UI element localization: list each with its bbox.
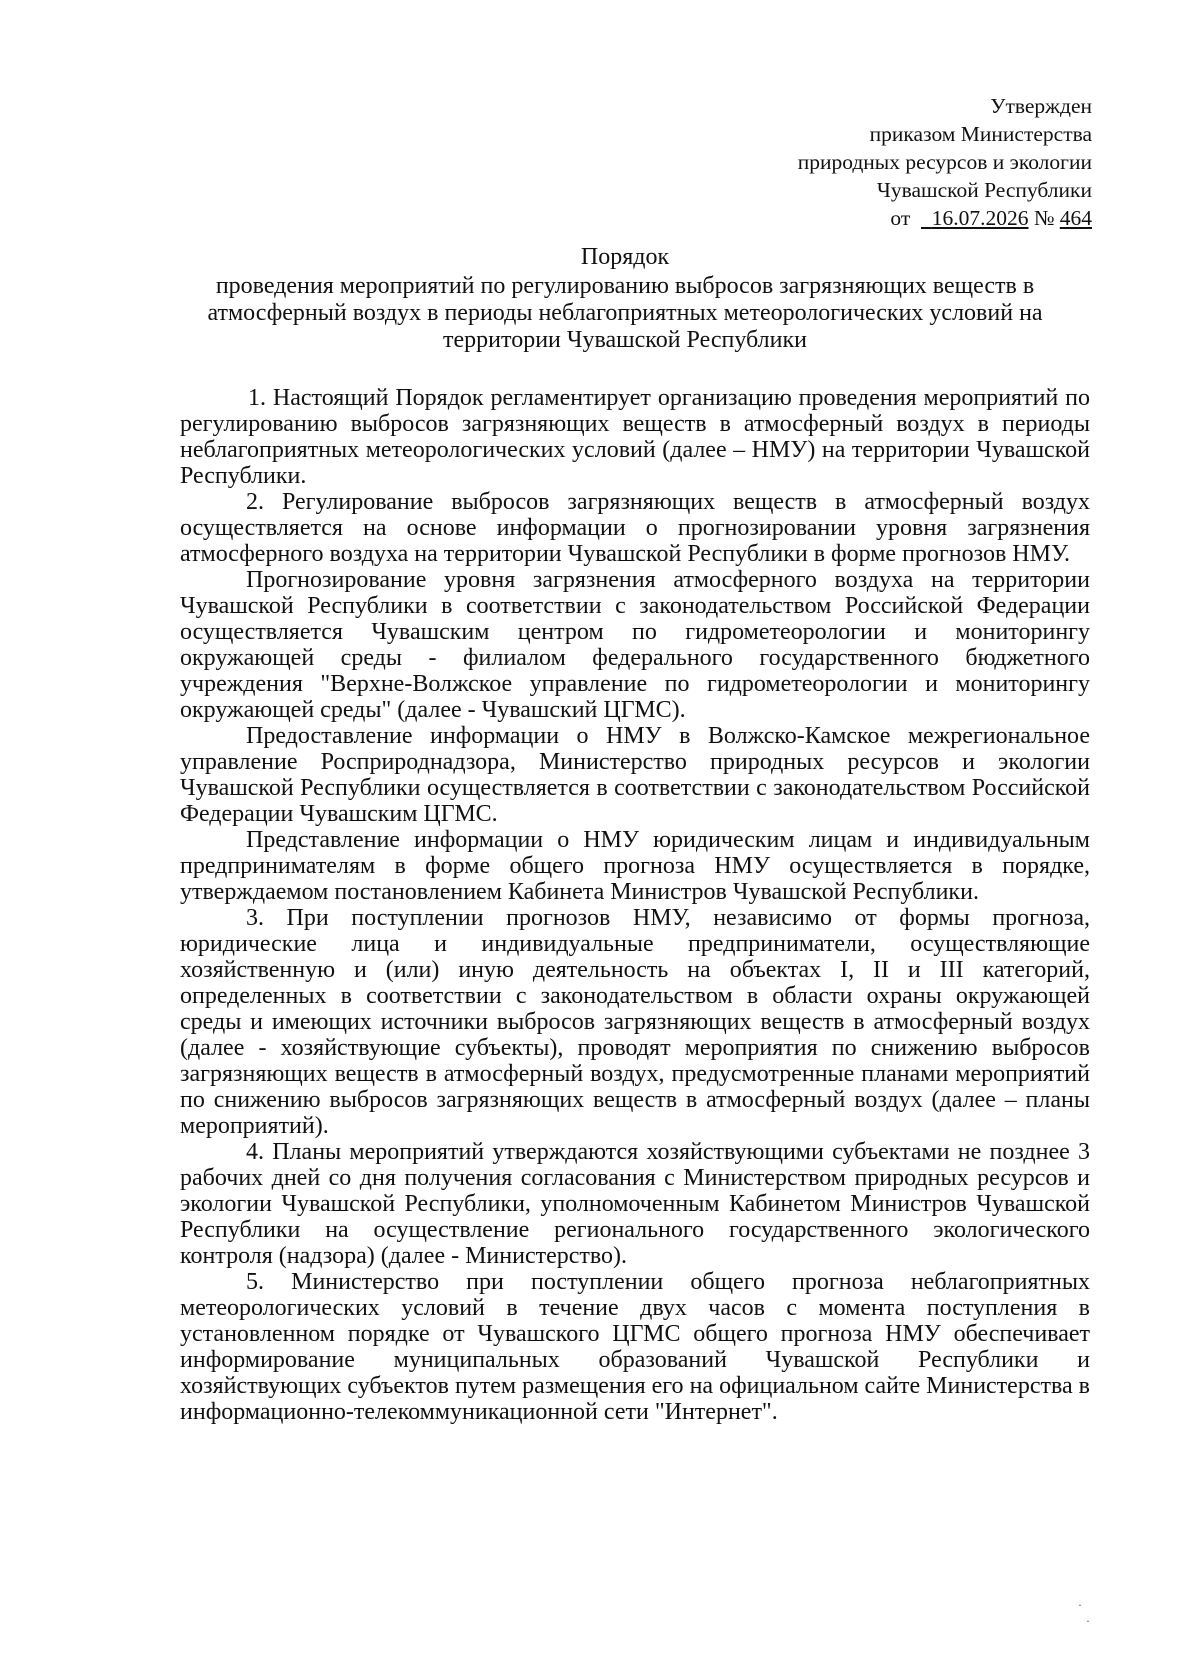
- paragraph-1: 1. Настоящий Порядок регламентирует организацию проведения мероприятий по регулированию выбросов загрязняющих веществ в атмосферный воздух в периоды неблагоприятных метеорологических условий (далее – НМУ) на территории Чувашской Республики.: [180, 385, 1090, 489]
- scan-speck: ·: [1086, 1614, 1090, 1628]
- approval-from-label: от: [890, 206, 911, 230]
- paragraph-5: Представление информации о НМУ юридическим лицам и индивидуальным предпринимателям в форме общего прогноза НМУ осуществляется в порядке, утверждаемом постановлением Кабинета Министров Чувашской Республики.: [180, 827, 1090, 905]
- document-title-block: [150, 244, 1100, 354]
- paragraph-7: 4. Планы мероприятий утверждаются хозяйствующими субъектами не позднее 3 рабочих дней со дня получения согласования с Министерством природных ресурсов и экологии Чувашской Республики, уполномоченным Кабинетом Министров Чувашской Республики на осуществление регионального государственного экологического контроля (надзора) (далее - Министерство).: [180, 1139, 1090, 1269]
- approval-line-4: Чувашской Республики: [876, 178, 1092, 202]
- paragraph-6: 3. При поступлении прогнозов НМУ, независимо от формы прогноза, юридические лица и индивидуальные предприниматели, осуществляющие хозяйственную и (или) иную деятельность на объектах I, II и III категорий, определенных в соответствии с законодательством в области охраны окружающей среды и имеющих источники выбросов загрязняющих веществ в атмосферный воздух (далее - хозяйствующие субъекты), проводят мероприятия по снижению выбросов загрязняющих веществ в атмосферный воздух, предусмотренные планами мероприятий по снижению выбросов загрязняющих веществ в атмосферный воздух (далее – планы мероприятий).: [180, 905, 1090, 1139]
- document-subtitle: проведения мероприятий по регулированию выбросов загрязняющих веществ в атмосферный воздух в периоды неблагоприятных метеорологических условий на территории Чувашской Республики: [207, 273, 1043, 353]
- paragraph-8: 5. Министерство при поступлении общего прогноза неблагоприятных метеорологических условий в течение двух часов с момента поступления в установленном порядке от Чувашского ЦГМС общего прогноза НМУ обеспечивает информирование муниципальных образований Чувашской Республики и хозяйствующих субъектов путем размещения его на официальном сайте Министерства в информационно-телекоммуникационной сети "Интернет".: [180, 1269, 1090, 1425]
- approval-number-label: №: [1033, 206, 1055, 230]
- approval-date: 16.07.2026: [931, 206, 1029, 230]
- document-body: [180, 385, 1090, 1425]
- approval-line-3: природных ресурсов и экологии: [797, 150, 1092, 174]
- scan-speck: ·: [1078, 1598, 1082, 1612]
- paragraph-4: Предоставление информации о НМУ в Волжско-Камское межрегиональное управление Росприроднадзора, Министерство природных ресурсов и экологии Чувашской Республики осуществляется в соответствии с законодательством Российской Федерации Чувашским ЦГМС.: [180, 723, 1090, 827]
- approval-line-2: приказом Министерства: [869, 122, 1092, 146]
- paragraph-3: Прогнозирование уровня загрязнения атмосферного воздуха на территории Чувашской Республики в соответствии с законодательством Российской Федерации осуществляется Чувашским центром по гидрометеорологии и мониторингу окружающей среды - филиалом федерального государственного бюджетного учреждения "Верхне-Волжское управление по гидрометеорологии и мониторингу окружающей среды" (далее - Чувашский ЦГМС).: [180, 567, 1090, 723]
- approval-number: 464: [1059, 206, 1092, 230]
- approval-line-1: Утвержден: [990, 94, 1092, 118]
- document-heading: Порядок: [580, 244, 670, 270]
- paragraph-2: 2. Регулирование выбросов загрязняющих веществ в атмосферный воздух осуществляется на основе информации о прогнозировании уровня загрязнения атмосферного воздуха на территории Чувашской Республики в форме прогнозов НМУ.: [180, 489, 1090, 567]
- approval-stamp-block: [632, 92, 1092, 232]
- approval-date-line: [632, 204, 1092, 232]
